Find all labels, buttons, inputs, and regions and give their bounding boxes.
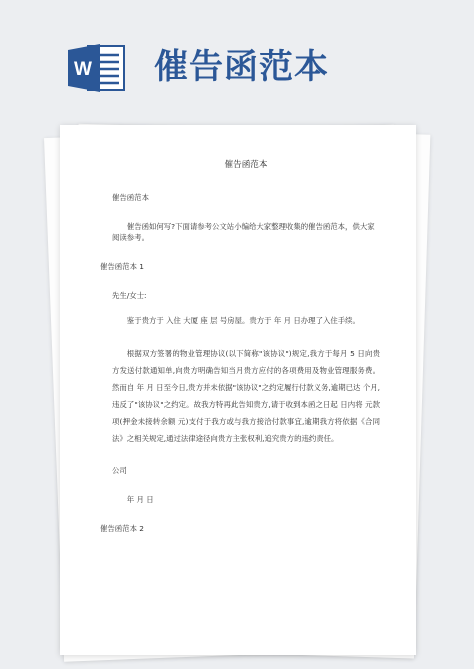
svg-text:W: W <box>74 59 92 80</box>
word-document-icon <box>68 42 128 94</box>
header-banner <box>0 0 474 120</box>
salutation: 先生/女士: <box>112 291 147 301</box>
document-subtitle: 催告函范本 <box>112 192 149 202</box>
document-title: 催告函范本 <box>224 160 268 170</box>
paragraph: 根据双方签署的物业管理协议(以下简称"该协议")规定,我方于每月 5 日向贵方发送付款通知单,向贵方明确告知当月贵方应付的各项费用及物业管理服务费。然而自 年 月 日至今日,贵方并未依据"该协议"之约定履行付款义务,逾期已达 个月,违反了"该协议"之约定。故我方特再此告知贵方,请于收到本函之日起 日内将 元款项(押金未接转余额 元)支付于我方或与我方接洽付款事宜,逾期我方将依据《合同法》之相关规定,通过法律途径向贵方主张权利,追究贵方的违约责任。 <box>112 348 380 443</box>
paragraph: 鉴于贵方于 入住 大厦 座 层 号房屋。贵方于 年 月 日办理了入住手续。 <box>126 316 360 326</box>
signature-date: 年 月 日 <box>126 494 154 504</box>
section-heading: 催告函范本 2 <box>100 523 145 533</box>
document-page <box>60 125 416 655</box>
document-preview <box>60 125 416 655</box>
intro-paragraph: 催告函如何写?下面请参考公文站小编给大家整理收集的催告函范本，供大家阅读参考。 <box>112 222 375 243</box>
banner-title: 催告函范本 <box>154 47 329 87</box>
section-heading: 催告函范本 1 <box>100 262 145 272</box>
document-body <box>100 159 380 534</box>
signature-company: 公司 <box>112 465 127 475</box>
